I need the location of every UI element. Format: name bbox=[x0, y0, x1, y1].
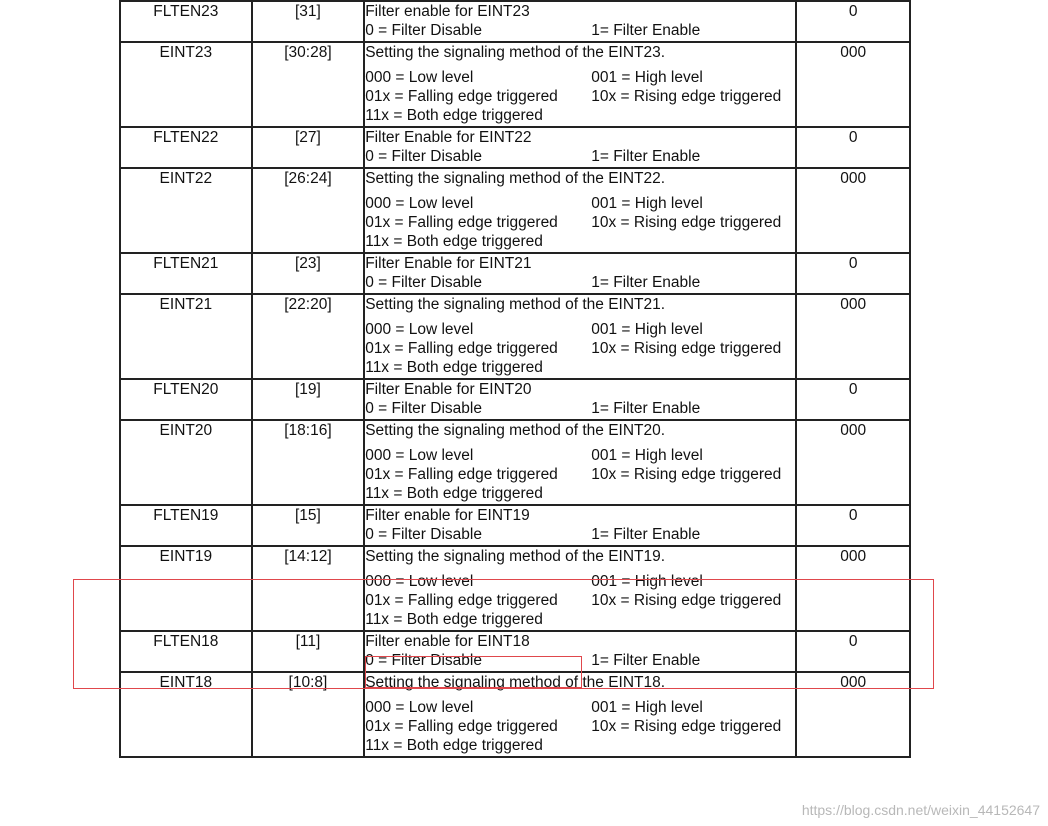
description-title: Setting the signaling method of the EINT22. bbox=[365, 170, 666, 187]
high-level-option: 001 = High level bbox=[591, 573, 703, 590]
register-bit-range: [23] bbox=[252, 253, 365, 294]
table-body bbox=[120, 1, 910, 757]
table-row bbox=[120, 1, 910, 42]
register-field-name: EINT21 bbox=[120, 294, 252, 379]
register-reset-value: 0 bbox=[796, 253, 910, 294]
register-description bbox=[364, 379, 796, 420]
filter-disable-option: 0 = Filter Disable bbox=[365, 22, 482, 39]
rising-edge-option: 10x = Rising edge triggered bbox=[591, 340, 782, 357]
both-edge-option: 11x = Both edge triggered bbox=[365, 359, 543, 376]
filter-options bbox=[365, 399, 795, 418]
register-bit-range: [11] bbox=[252, 631, 365, 672]
table-row bbox=[120, 379, 910, 420]
table-row bbox=[120, 294, 910, 379]
table-row bbox=[120, 631, 910, 672]
register-description bbox=[364, 127, 796, 168]
table-row bbox=[120, 253, 910, 294]
falling-edge-option: 01x = Falling edge triggered bbox=[365, 88, 558, 105]
rising-edge-option: 10x = Rising edge triggered bbox=[591, 214, 782, 231]
filter-enable-option: 1= Filter Enable bbox=[591, 400, 701, 417]
register-field-name: FLTEN21 bbox=[120, 253, 252, 294]
register-description bbox=[364, 294, 796, 379]
rising-edge-option: 10x = Rising edge triggered bbox=[591, 718, 782, 735]
falling-edge-option: 01x = Falling edge triggered bbox=[365, 214, 558, 231]
register-bit-range: [15] bbox=[252, 505, 365, 546]
register-bit-range: [22:20] bbox=[252, 294, 365, 379]
high-level-option: 001 = High level bbox=[591, 447, 703, 464]
register-bit-range: [14:12] bbox=[252, 546, 365, 631]
filter-enable-option: 1= Filter Enable bbox=[591, 526, 701, 543]
level-options bbox=[365, 446, 795, 465]
filter-options bbox=[365, 21, 795, 40]
description-title: Filter Enable for EINT22 bbox=[365, 129, 532, 146]
table-row bbox=[120, 42, 910, 127]
register-field-name: FLTEN23 bbox=[120, 1, 252, 42]
filter-options bbox=[365, 273, 795, 292]
register-field-name: FLTEN20 bbox=[120, 379, 252, 420]
register-reset-value: 0 bbox=[796, 1, 910, 42]
filter-enable-option: 1= Filter Enable bbox=[591, 652, 701, 669]
register-reset-value: 0 bbox=[796, 631, 910, 672]
filter-disable-option: 0 = Filter Disable bbox=[365, 148, 482, 165]
description-title: Setting the signaling method of the EINT21. bbox=[365, 296, 666, 313]
register-field-name: EINT20 bbox=[120, 420, 252, 505]
register-reset-value: 000 bbox=[796, 294, 910, 379]
filter-disable-option: 0 = Filter Disable bbox=[365, 400, 482, 417]
table-row bbox=[120, 672, 910, 757]
filter-options bbox=[365, 525, 795, 544]
register-table bbox=[119, 0, 911, 758]
edge-options bbox=[365, 717, 795, 736]
low-level-option: 000 = Low level bbox=[365, 321, 474, 338]
level-options bbox=[365, 698, 795, 717]
register-reset-value: 0 bbox=[796, 127, 910, 168]
register-reset-value: 000 bbox=[796, 168, 910, 253]
low-level-option: 000 = Low level bbox=[365, 195, 474, 212]
table-row bbox=[120, 505, 910, 546]
table-row bbox=[120, 420, 910, 505]
table-row bbox=[120, 546, 910, 631]
register-field-name: FLTEN22 bbox=[120, 127, 252, 168]
filter-disable-option: 0 = Filter Disable bbox=[365, 274, 482, 291]
description-title: Setting the signaling method of the EINT19. bbox=[365, 548, 666, 565]
falling-edge-option: 01x = Falling edge triggered bbox=[365, 340, 558, 357]
register-description bbox=[364, 1, 796, 42]
register-reset-value: 0 bbox=[796, 379, 910, 420]
description-title: Filter Enable for EINT21 bbox=[365, 255, 532, 272]
low-level-option: 000 = Low level bbox=[365, 699, 474, 716]
filter-disable-option: 0 = Filter Disable bbox=[365, 652, 482, 669]
filter-enable-option: 1= Filter Enable bbox=[591, 22, 701, 39]
register-bit-range: [30:28] bbox=[252, 42, 365, 127]
register-bit-range: [19] bbox=[252, 379, 365, 420]
register-reset-value: 000 bbox=[796, 42, 910, 127]
register-bit-range: [10:8] bbox=[252, 672, 365, 757]
register-bit-range: [31] bbox=[252, 1, 365, 42]
register-description bbox=[364, 420, 796, 505]
rising-edge-option: 10x = Rising edge triggered bbox=[591, 466, 782, 483]
description-title: Setting the signaling method of the EINT23. bbox=[365, 44, 666, 61]
register-field-name: EINT23 bbox=[120, 42, 252, 127]
register-reset-value: 000 bbox=[796, 546, 910, 631]
description-title: Setting the signaling method of the EINT20. bbox=[365, 422, 666, 439]
level-options bbox=[365, 68, 795, 87]
filter-enable-option: 1= Filter Enable bbox=[591, 274, 701, 291]
filter-disable-option: 0 = Filter Disable bbox=[365, 526, 482, 543]
description-title: Filter enable for EINT19 bbox=[365, 507, 530, 524]
falling-edge-option: 01x = Falling edge triggered bbox=[365, 718, 558, 735]
register-field-name: EINT22 bbox=[120, 168, 252, 253]
filter-enable-option: 1= Filter Enable bbox=[591, 148, 701, 165]
register-description bbox=[364, 42, 796, 127]
description-title: Setting the signaling method of the EINT18. bbox=[365, 674, 666, 691]
description-title: Filter Enable for EINT20 bbox=[365, 381, 532, 398]
low-level-option: 000 = Low level bbox=[365, 573, 474, 590]
both-edge-option: 11x = Both edge triggered bbox=[365, 611, 543, 628]
level-options bbox=[365, 194, 795, 213]
high-level-option: 001 = High level bbox=[591, 69, 703, 86]
rising-edge-option: 10x = Rising edge triggered bbox=[591, 88, 782, 105]
register-field-name: EINT18 bbox=[120, 672, 252, 757]
register-description bbox=[364, 546, 796, 631]
both-edge-option: 11x = Both edge triggered bbox=[365, 107, 543, 124]
register-bit-range: [26:24] bbox=[252, 168, 365, 253]
level-options bbox=[365, 320, 795, 339]
filter-options bbox=[365, 147, 795, 166]
register-reset-value: 000 bbox=[796, 672, 910, 757]
low-level-option: 000 = Low level bbox=[365, 447, 474, 464]
level-options bbox=[365, 572, 795, 591]
both-edge-option: 11x = Both edge triggered bbox=[365, 737, 543, 754]
both-edge-option: 11x = Both edge triggered bbox=[365, 233, 543, 250]
falling-edge-option: 01x = Falling edge triggered bbox=[365, 466, 558, 483]
watermark: https://blog.csdn.net/weixin_44152647 bbox=[801, 802, 1040, 818]
register-reset-value: 0 bbox=[796, 505, 910, 546]
edge-options bbox=[365, 87, 795, 106]
low-level-option: 000 = Low level bbox=[365, 69, 474, 86]
register-field-name: EINT19 bbox=[120, 546, 252, 631]
falling-edge-option: 01x = Falling edge triggered bbox=[365, 592, 558, 609]
edge-options bbox=[365, 213, 795, 232]
table-row bbox=[120, 168, 910, 253]
filter-options bbox=[365, 651, 795, 670]
table-row bbox=[120, 127, 910, 168]
register-description bbox=[364, 505, 796, 546]
register-bit-range: [18:16] bbox=[252, 420, 365, 505]
high-level-option: 001 = High level bbox=[591, 195, 703, 212]
high-level-option: 001 = High level bbox=[591, 321, 703, 338]
register-reset-value: 000 bbox=[796, 420, 910, 505]
register-field-name: FLTEN18 bbox=[120, 631, 252, 672]
edge-options bbox=[365, 339, 795, 358]
rising-edge-option: 10x = Rising edge triggered bbox=[591, 592, 782, 609]
both-edge-option: 11x = Both edge triggered bbox=[365, 485, 543, 502]
high-level-option: 001 = High level bbox=[591, 699, 703, 716]
register-description bbox=[364, 672, 796, 757]
register-description bbox=[364, 631, 796, 672]
description-title: Filter enable for EINT18 bbox=[365, 633, 530, 650]
description-title: Filter enable for EINT23 bbox=[365, 3, 530, 20]
edge-options bbox=[365, 591, 795, 610]
register-bit-range: [27] bbox=[252, 127, 365, 168]
register-description bbox=[364, 168, 796, 253]
register-field-name: FLTEN19 bbox=[120, 505, 252, 546]
register-description bbox=[364, 253, 796, 294]
edge-options bbox=[365, 465, 795, 484]
